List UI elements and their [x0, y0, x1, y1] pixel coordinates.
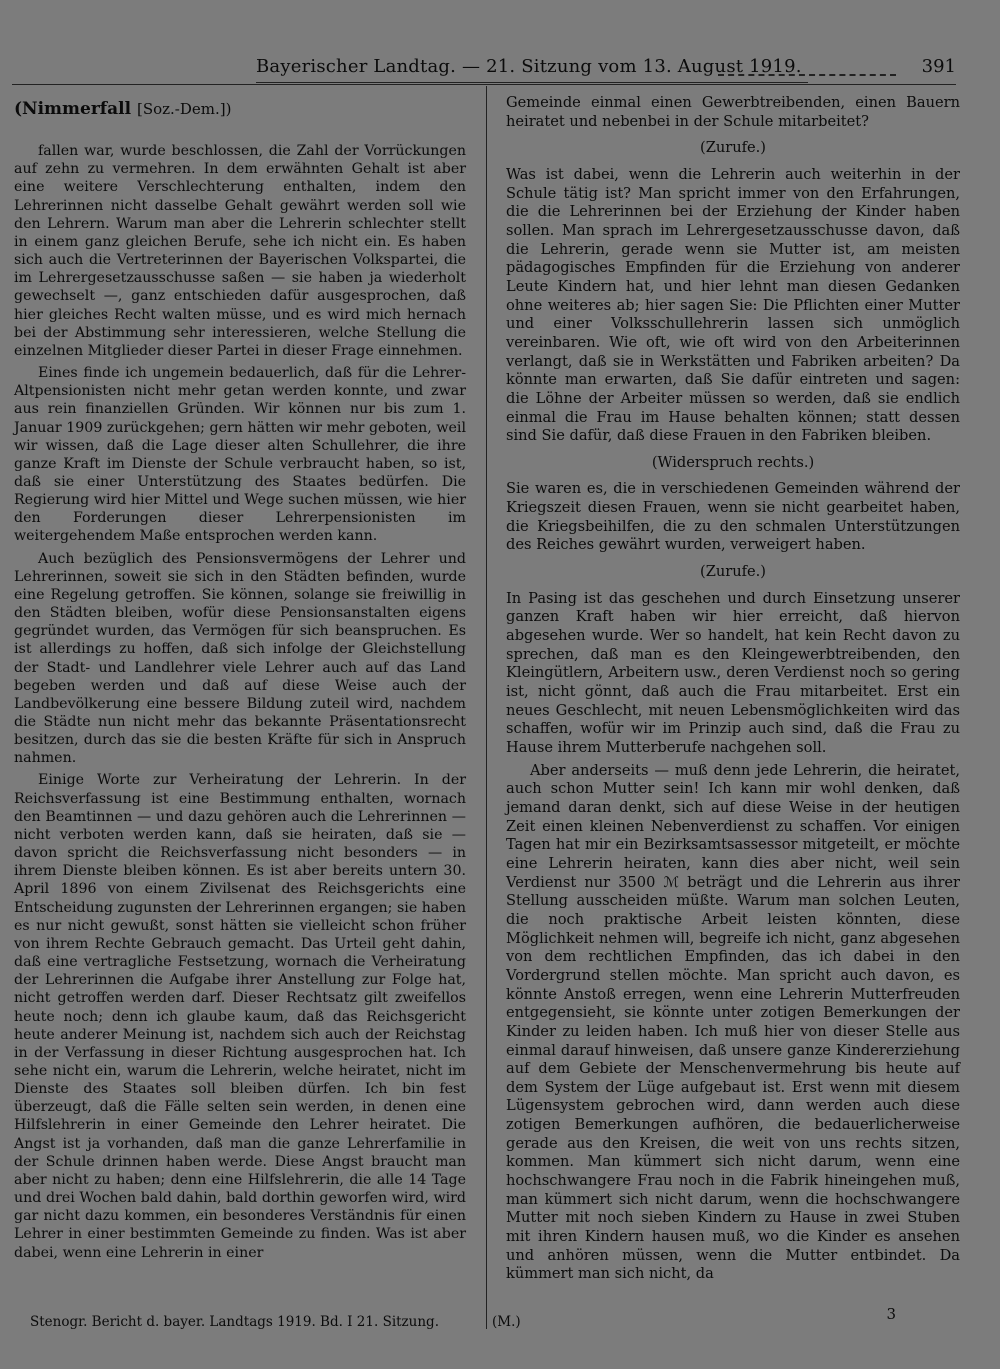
- speaker-name: (Nimmerfall: [14, 99, 132, 119]
- right-column: [506, 94, 960, 1284]
- right-paragraph: Aber anderseits — muß denn jede Lehrerin, die heiratet, auch schon Mutter sein! Ich kann mir wohl denken, daß jemand daran denkt, sich auf diese Weise in der heutigen Zeit einen kleinen Nebenverdienst zu schaffen. Vor einigen Tagen hat mir ein Bezirksamtsassessor mitgeteilt, er möchte eine Lehrerin heiraten, kann dies aber nicht, weil sein Verdienst nur 3500 ℳ beträgt und die Lehrerin aus ihrer Stellung ausscheiden müßte. Warum man solchen Leuten, die noch praktische Arbeit leisten könnten, diese Möglichkeit nehmen will, begreife ich nicht, ganz abgesehen von dem rechtlichen Empfinden, das ich dabei in den Vordergrund stellen möchte. Man spricht auch davon, es könnte Anstoß erregen, wenn eine Lehrerin Mutterfreuden entgegensieht, sie könnte unter zotigen Bemerkungen der Kinder zu leiden haben. Ich muß hier von dieser Stelle aus einmal darauf hinweisen, daß unsere ganze Kindererziehung auf dem Gebiete der Menschenvermehrung bis heute auf dem System der Lüge aufgebaut ist. Erst wenn mit diesem Lügensystem gebrochen wird, dann werden auch diese zotigen Bemerkungen aufhören, die bedauerlicherweise gerade aus den Kreisen, die weit von uns rechts sitzen, kommen. Man kümmert sich nicht darum, wenn eine hochschwangere Frau noch in die Fabrik hineingehen muß, man kümmert sich nicht darum, wenn die hochschwangere Mutter mit noch sieben Kindern zu Hause in zwei Stuben mit ihren Kindern hausen muß, wo die Kinder es ansehen und anhören müssen, wenn die Mutter entbindet. Da kümmert man sich nicht, da: [506, 761, 960, 1283]
- page-number: 391: [921, 56, 956, 77]
- header-rule: [12, 84, 956, 85]
- interjection: (Zurufe.): [700, 139, 766, 157]
- left-column: [14, 94, 466, 1262]
- page-header: [238, 52, 956, 82]
- right-paragraph: Gemeinde einmal einen Gewerbtreibenden, einen Bauern heiratet und nebenbei in der Schule mitarbeitet?: [506, 94, 960, 130]
- left-paragraph: Eines finde ich ungemein bedauerlich, daß für die Lehrer-Altpensionisten nicht mehr getan werden konnte, und zwar aus rein finanziellen Gründen. Wir können nur bis zum 1. Januar 1909 zurückgehen; gern hätten wir mehr geboten, weil wir wissen, daß die Lage dieser alten Schullehrer, die ihre ganze Kraft im Dienste der Schule verbraucht haben, so ist, daß sie einer Unterstützung des Staates bedürfen. Die Regierung wird hier Mittel und Wege suchen müssen, wie hier den Forderungen dieser Lehrerpensionisten im weitergehendem Maße entsprochen werden kann.: [14, 365, 466, 545]
- header-dash-rule: [718, 74, 896, 76]
- interjection: (Widerspruch rechts.): [651, 453, 815, 471]
- right-paragraph: Sie waren es, die in verschiedenen Gemeinden während der Kriegszeit diesen Frauen, wenn sie nicht gearbeitet haben, die Kriegsbeihilfen, die zu den schmalen Unterstützungen des Reiches gewährt wurden, verweigert haben.: [506, 480, 960, 554]
- running-title: Bayerischer Landtag. — 21. Sitzung vom 13. August 1919.: [256, 52, 808, 83]
- left-paragraph: Einige Worte zur Verheiratung der Lehrerin. In der Reichsverfassung ist eine Bestimmung enthalten, wornach den Beamtinnen — und dazu gehören auch die Lehrerinnen — nicht verboten werden kann, daß sie heiraten, daß sie — davon spricht die Reichsverfassung nicht besonders — in ihrem Dienste bleiben können. Es ist aber bereits untern 30. April 1896 von einem Zivilsenat des Reichsgerichts eine Entscheidung zugunsten der Lehrerinnen ergangen; sie haben es nur nicht gewußt, sonst hätten sie vielleicht schon früher von ihrem Rechte Gebrauch gemacht. Das Urteil geht dahin, daß eine vertragliche Festsetzung, wornach die Verheiratung der Lehrerinnen die Aufgabe ihrer Anstellung zur Folge hat, nicht getroffen werden darf. Dieser Rechtsatz gilt zweifellos heute noch; denn ich glaube kaum, daß das Reichsgericht heute anderer Meinung ist, nachdem sich auch der Reichstag in der Verfassung in dieser Richtung ausgesprochen hat. Ich sehe nicht ein, warum die Lehrerin, welche heiratet, nicht im Dienste des Staates soll bleiben dürfen. Ich bin fest überzeugt, daß die Fälle selten sein werden, in denen eine Hilfslehrerin in einer Gemeinde den Lehrer heiratet. Die Angst ist ja vorhanden, daß man die ganze Lehrerfamilie in der Schule drinnen haben werde. Diese Angst braucht man aber nicht zu haben; denn eine Hilfslehrerin, die alle 14 Tage und drei Wochen bald dahin, bald dorthin geworfen wird, wird gar nicht dazu kommen, ein besonderes Verständnis für einen Lehrer in einer bestimmten Gemeinde zu finden. Was ist aber dabei, wenn eine Lehrerin in einer: [14, 772, 466, 1261]
- left-paragraph: Auch bezüglich des Pensionsvermögens der Lehrer und Lehrerinnen, soweit sie sich in den Städten befinden, wurde eine Regelung getroffen. Sie können, solange sie freiwillig in den Städten bleiben, wofür diese Pensionsanstalten eigens gegründet wurden, das Vermögen für sich beanspruchen. Es ist allerdings zu hoffen, daß sich infolge der Gleichstellung der Stadt- und Landlehrer viele Lehrer auch auf das Land begeben werden und daß auf diese Weise auch der Landbevölkerung eine bessere Bildung zuteil wird, nachdem die Städte nun nicht mehr das bekannte Präsentationsrecht besitzen, durch das sie die besten Kräfte für sich in Anspruch nahmen.: [14, 550, 466, 767]
- sheet-number: 3: [886, 1305, 896, 1323]
- report-citation: Stenogr. Bericht d. bayer. Landtags 1919. Bd. I 21. Sitzung.: [30, 1314, 439, 1330]
- printer-mark: (M.): [492, 1314, 521, 1330]
- interjection: (Zurufe.): [700, 563, 766, 581]
- left-paragraph: fallen war, wurde beschlossen, die Zahl der Vorrückungen auf zehn zu vermehren. In dem erwähnten Gehalt ist aber eine weitere Verschlechterung enthalten, indem den Lehrerinnen nicht dasselbe Gehalt gewährt werden soll wie den Lehrern. Warum man aber die Lehrerin schlechter stellt in einem ganz gleichen Berufe, sehe ich nicht ein. Es haben sich auch die Vertreterinnen der Bayerischen Volkspartei, die im Lehrergesetzausschusse saßen — sie haben ja wiederholt gewechselt —, ganz entschieden dafür ausgesprochen, daß hier gleiches Recht walten müsse, und es wird mich hernach bei der Abstimmung sehr interessieren, welche Stellung die einzelnen Mitglieder dieser Partei in dieser Frage einnehmen.: [14, 143, 466, 359]
- speaker-heading: [14, 100, 466, 118]
- right-paragraph: Was ist dabei, wenn die Lehrerin auch weiterhin in der Schule tätig ist? Man spricht immer von den Erfahrungen, die die Lehrerinnen bei der Erziehung der Kinder haben sollen. Man sprach im Lehrergesetzausschusse davon, daß die Lehrerin, gerade wenn sie Mutter ist, am meisten pädagogisches Empfinden für die Erziehung von anderer Leute Kindern hat, und hier lehnt man diesen Gedanken ohne weiteres ab; hier sagen Sie: Die Pflichten einer Mutter und einer Volksschullehrerin lassen sich unmöglich vereinbaren. Wie oft, wie oft wird von den Arbeiterinnen verlangt, daß sie in Werkstätten und Fabriken arbeiten? Da könnte man erwarten, daß Sie dafür eintreten und sagen: die Löhne der Arbeiter müssen so werden, daß sie endlich einmal die Frau im Hause behalten können; statt dessen sind Sie dafür, daß diese Frauen in den Fabriken bleiben.: [506, 165, 960, 445]
- column-divider: [486, 86, 487, 1329]
- speaker-party: [Soz.-Dem.]): [136, 100, 232, 118]
- right-paragraph: In Pasing ist das geschehen und durch Einsetzung unserer ganzen Kraft haben wir hier erreicht, daß hiervon abgesehen wurde. Wer so handelt, hat kein Recht davon zu sprechen, daß man es den Kleingewerbtreibenden, den Kleingütlern, Arbeitern usw., deren Verdienst noch so gering ist, nicht gönnt, daß auch die Frau mitarbeitet. Erst ein neues Geschlecht, mit neuen Lebensmöglichkeiten wird das schaffen, wofür wir im Prinzip auch sind, daß die Frau zu Hause ihrem Mutterberufe nachgehen soll.: [506, 589, 960, 756]
- page-footer: [30, 1305, 956, 1334]
